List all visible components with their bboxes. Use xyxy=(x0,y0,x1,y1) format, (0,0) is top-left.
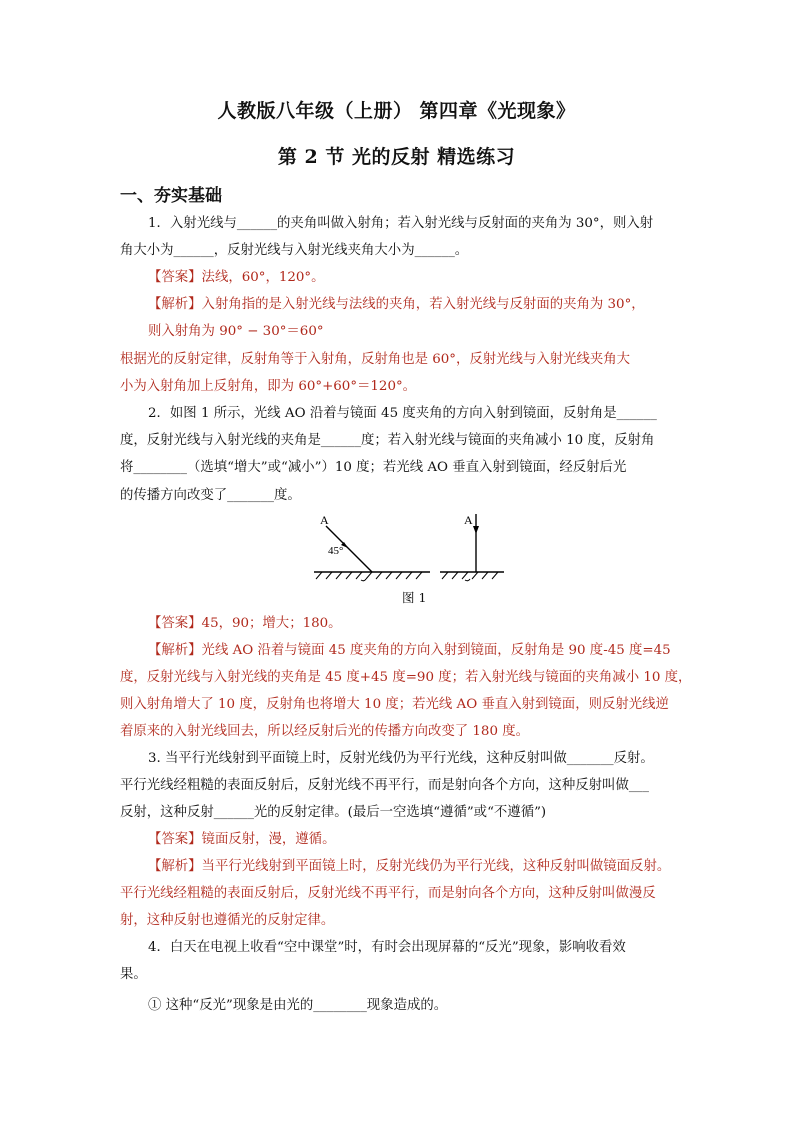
question-4-sub-1: ① 这种“反光”现象是由光的________现象造成的。 xyxy=(148,998,448,1013)
label-angle-45: 45° xyxy=(328,545,344,557)
question-2-line: 的传播方向改变了_______度。 xyxy=(120,488,301,503)
point-o-mark xyxy=(361,579,366,581)
mirror-hatching xyxy=(316,572,422,579)
analysis-1-line: 则入射角为 90° − 30°＝60° xyxy=(148,324,324,339)
answer-1: 【答案】法线，60°，120°。 xyxy=(148,270,325,285)
question-1-line: 角大小为______，反射光线与入射光线夹角大小为______。 xyxy=(120,243,469,258)
answer-3: 【答案】镜面反射，漫，遵循。 xyxy=(148,832,336,847)
analysis-3-line: 【解析】当平行光线射到平面镜上时，反射光线仍为平行光线，这种反射叫做镜面反射。 xyxy=(148,859,671,874)
question-2-line: 度，反射光线与入射光线的夹角是______度；若入射光线与镜面的夹角减小 10 度，反射角 xyxy=(120,433,655,448)
question-3-line: 反射，这种反射______光的反射定律。(最后一空选填“遵循”或“不遵循”) xyxy=(120,805,547,820)
label-a-right: A xyxy=(464,513,473,527)
question-1-line: 1．入射光线与______的夹角叫做入射角；若入射光线与反射面的夹角为 30°，则入射 xyxy=(148,216,654,231)
point-o-mark xyxy=(465,579,470,581)
answer-2: 【答案】45，90；增大；180。 xyxy=(148,616,342,631)
figure-caption: 图 1 xyxy=(402,590,427,605)
question-4-line: 果。 xyxy=(120,967,147,982)
section-heading: 一、夯实基础 xyxy=(120,186,222,206)
analysis-1-line: 【解析】入射角指的是入射光线与法线的夹角，若入射光线与反射面的夹角为 30°， xyxy=(148,297,645,312)
analysis-1-line: 小为入射角加上反射角，即为 60°+60°＝120°。 xyxy=(120,379,417,394)
mirror-hatching xyxy=(442,572,498,579)
question-4-line: 4．白天在电视上收看“空中课堂”时，有时会出现屏幕的“反光”现象，影响收看效 xyxy=(148,940,626,955)
document-title: 人教版八年级（上册） 第四章《光现象》 xyxy=(217,100,576,122)
analysis-2-line: 度，反射光线与入射光线的夹角是 45 度+45 度=90 度；若入射光线与镜面的夹角减小 10 度， xyxy=(120,670,692,685)
question-2-line: 将________（选填“增大”或“减小”）10 度；若光线 AO 垂直入射到镜面，经反射后光 xyxy=(120,460,627,475)
analysis-2-line: 着原来的入射光线回去，所以经反射后光的传播方向改变了 180 度。 xyxy=(120,724,530,739)
question-3-line: 3. 当平行光线射到平面镜上时，反射光线仍为平行光线，这种反射叫做_______反射。 xyxy=(148,751,654,766)
perpendicular-ray-arrow xyxy=(473,526,479,534)
analysis-2-line: 则入射角增大了 10 度，反射角也将增大 10 度；若光线 AO 垂直入射到镜面，则反射光线逆 xyxy=(120,697,669,712)
analysis-2-line: 【解析】光线 AO 沿着与镜面 45 度夹角的方向入射到镜面，反射角是 90 度-45 度=45 xyxy=(148,643,671,658)
question-3-line: 平行光线经粗糙的表面反射后，反射光线不再平行，而是射向各个方向，这种反射叫做___ xyxy=(120,778,649,793)
question-2-line: 2．如图 1 所示，光线 AO 沿着与镜面 45 度夹角的方向入射到镜面，反射角是______ xyxy=(148,406,657,421)
document-subtitle: 第 2 节 光的反射 精选练习 xyxy=(277,146,516,168)
label-a-left: A xyxy=(320,513,329,527)
analysis-1-line: 根据光的反射定律，反射角等于入射角，反射角也是 60°，反射光线与入射光线夹角大 xyxy=(120,352,631,367)
analysis-3-line: 射，这种反射也遵循光的反射定律。 xyxy=(120,913,335,928)
analysis-3-line: 平行光线经粗糙的表面反射后，反射光线不再平行，而是射向各个方向，这种反射叫做漫反 xyxy=(120,886,656,901)
figure-1-diagram xyxy=(300,508,520,588)
